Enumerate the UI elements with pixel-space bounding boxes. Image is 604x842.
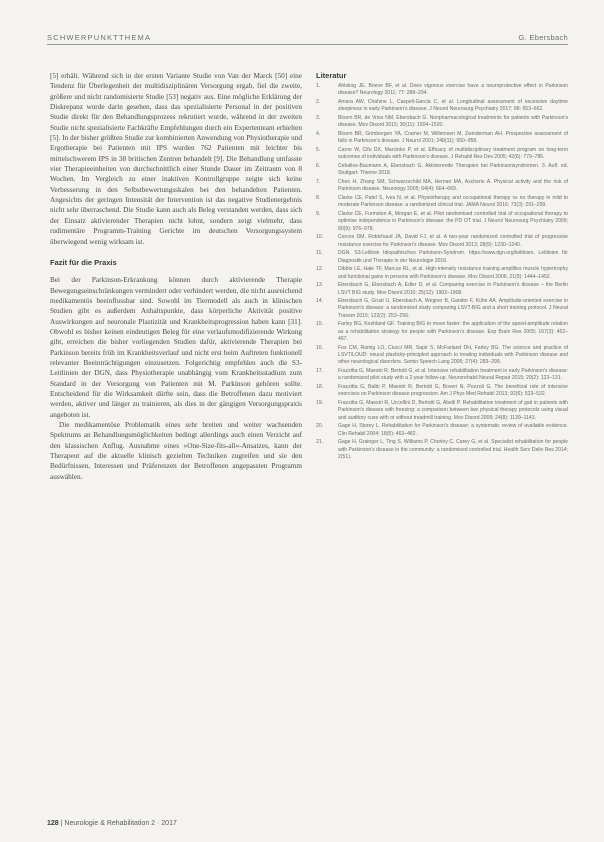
reference-number: 2. — [316, 98, 321, 105]
reference-item — [316, 83, 568, 98]
reference-text: Amara AW, Chahine L, Caspell-Garcia C, et al. Longitudinal assessment of excessive daytime sleepiness in early Parkinson's disease. J Neurol Neurosurg Psychiatry 2017; 88: 653–662. — [338, 98, 568, 113]
page-number: 128 — [47, 820, 59, 827]
reference-list — [316, 83, 568, 461]
reference-number: 21. — [316, 439, 324, 446]
reference-text: Clarke CE, Patel S, Ives N, et al. Physiotherapy and occupational therapy vs no therapy in mild to moderate Parkinson disease: a randomized clinical trial. JAMA Neurol 2016; 73(3): 291–299. — [338, 194, 568, 209]
reference-item — [316, 195, 568, 210]
reference-number: 5. — [316, 146, 321, 153]
reference-text: Fox CM, Ramig LO, Ciucci MR, Sapir S, McFarland DH, Farley BG. The science and practice of LSVT/LOUD: neural plasticity-principled approach to treating individuals with Parkinson disease and other neurological disorders. Semin Speech Lang 2006; 27(4): 283–299. — [338, 344, 568, 366]
reference-text: Carne W, Cifu DX, Marcinko P, et al. Efficacy of multidisciplinary treatment program on long-term outcomes of individuals with Parkinson's disease. J Rehabil Res Dev 2005; 42(6): 779–786. — [338, 146, 568, 161]
body-paragraph: [5] erhält. Während sich in der ersten Variante Studie von Van der Marck [50] eine Tendenz für Überlegenheit der multidisziplinären Versorgung ergab, fiel die zweite, größere und nicht randomisierte Studie [53] negativ aus. Eine mögliche Erklärung der Diskrepanz wurde darin gesehen, dass das spezialisierte Personal in der positiven Studie direkt für den Behandlungsprozess rekrutiert wurde, während in der zweiten Studie nicht spezialisierte Fachkräfte Empfehlungen durch ein Expertenteam erhielten [5]. In der bisher größten Studie zur kombinierten Anwendung von Physiotherapie und Ergotherapie bei Patienten mit IPS wurden 762 Patienten mit leichter bis mittelschwerem IPS in 38 britischen Zentren behandelt [9]. Die Behandlung umfasste vier Therapieeinheiten von durchschnittlich einer Stunde Dauer im Zeitraum von 8 Wochen. Im Vergleich zu einer inaktiven Kontrollgruppe zeigte sich keine Verbesserung in den Selbstbewertungsskalen bei den behandelten Patienten. Angesichts der geringen Intensität der Intervention ist das negative Studienergebnis nicht sehr überraschend. Die Studie kann auch als Beleg verstanden werden, dass sich der Einsatz aktivierender Therapien nicht lohnt, sondern zeigt vielmehr, dass rudimentäre Programm-Training Gerichte im deutschen Versorgungssystem überwiegend wenig wirksam ist. — [50, 72, 302, 246]
reference-text: Ceballos-Baumann A, Ebersbach G. Aktivierende Therapien bei Parkinsonsyndromen. 3. Aufl. ed. Stuttgart: Thieme 2018. — [338, 162, 568, 177]
reference-text: Gage H, Storey L. Rehabilitation for Parkinson's disease: a systematic review of available evidence. Clin Rehabil 2004; 18(5): 463–482. — [338, 423, 568, 437]
reference-text: Gage H, Grainger L, Ting S, Williams P, Chorley C, Carey G, et al. Specialist rehabilitation for people with Parkinson's disease in the community: a randomised controlled trial. Health Serv Deliv Res 2014; 2(51). — [338, 439, 568, 461]
page-footer — [47, 820, 177, 827]
reference-item — [316, 250, 568, 265]
reference-number: 6. — [316, 162, 321, 169]
reference-item — [316, 115, 568, 130]
reference-text: Clarke CE, Furmston A, Morgan E, et al. Pilot randomised controlled trial of occupational therapy to optimise independence in Parkinson's disease: the PD OT trial. J Neurol Neurosurg Psychiatry 2009; 80(9): 976–978. — [338, 210, 568, 232]
reference-text: DGN. S3-Leitlinie Idiopathisches Parkinson-Syndrom. https://www.dgn.org/leitlinien. Leitlinien für Diagnostik und Therapie in der Neurologie 2016. — [338, 250, 568, 264]
reference-text: Frazzitta G, Maestri R, Uccellini D, Bertotti G, Abelli P. Rehabilitation treatment of gait in patients with Parkinson's disease with freezing: a comparison between two physical therapy protocols using visual and auditory cues with or without treadmill training. Mov Disord 2009; 24(8): 1139–1143. — [338, 400, 568, 421]
reference-text: Bloem BR, Grimbergen YA, Cramer M, Willemsen M, Zwinderman AH. Prospective assessment of falls in Parkinson's disease. J Neurol 2001; 248(11): 950–958. — [338, 130, 568, 145]
reference-text: Dibble LE, Hale TF, Marcus RL, et al. High-intensity resistance training amplifies muscle hypertrophy and functional gains in persons with Parkinson's disease. Mov Disord 2006; 21(9): 1444–1452. — [338, 266, 568, 280]
reference-item — [316, 439, 568, 461]
reference-item — [316, 384, 568, 399]
reference-number: 8. — [316, 194, 321, 201]
reference-item — [316, 423, 568, 438]
journal-name: | Neurologie & Rehabilitation 2 · 2017 — [60, 820, 177, 827]
reference-item — [316, 147, 568, 162]
reference-number: 18. — [316, 384, 324, 391]
literature-column — [316, 71, 568, 463]
reference-text: Ebersbach G, Ebersbach A, Edler D, et al. Comparing exercise in Parkinson's disease – the Berlin LSVT BIG study. Mov Disord 2010; 25(12): 1902–1908. — [338, 282, 568, 296]
reference-number: 14. — [316, 298, 324, 305]
reference-number: 11. — [316, 250, 323, 257]
reference-item — [316, 368, 568, 383]
reference-number: 7. — [316, 178, 321, 185]
reference-item — [316, 131, 568, 146]
reference-text: Ebersbach G, Grust U, Ebersbach A, Wegner B, Gandor F, Kühn AA. Amplitude-oriented exercise in Parkinson's disease: a randomized study comparing LSVT-BIG and a short training protocol. J Neural Transm 2015; 122(2): 253–256. — [338, 298, 568, 319]
reference-number: 17. — [316, 368, 324, 375]
reference-item — [316, 282, 568, 297]
reference-number: 3. — [316, 114, 321, 121]
reference-item — [316, 266, 568, 281]
reference-item — [316, 321, 568, 343]
practice-heading: Fazit für die Praxis — [50, 257, 117, 267]
reference-item — [316, 99, 568, 114]
reference-number: 13. — [316, 282, 324, 289]
reference-item — [316, 211, 568, 233]
reference-number: 10. — [316, 234, 324, 241]
section-title: SCHWERPUNKTTHEMA — [47, 33, 152, 42]
body-paragraph: Bei der Parkinson-Erkrankung können durch aktivierende Therapie Bewegungseinschränkungen vermindert oder verhindert werden, die nicht ausreichend medikamentös beeinflussbar sind. Sowohl im Tiermodell als auch in klinischen Studien gibt es außerdem Anhaltspunkte, dass körperliche Aktivität positive Auswirkungen auf neuronale Plastizität und Krankheitsprogression haben kann [31]. Obwohl es bisher keinen eindeutigen Beleg für eine verlaufsmodifizierende Wirkung gibt, erreichen die bisher vorliegenden Studien dafür, aktivierende Therapien bei Parkinson bereits früh im Krankheitsverlauf und nicht erst beim Auftreten funktionell relevanter Beeinträchtigungen einzusetzen. Folgerichtig empfehlen auch die S3-Leitlinien der DGN, dass Physiotherapie unabhängig vom Krankheitsstadium zum Standard in der Versorgung von Patienten mit M. Parkinson gehören sollte. Entscheidend für die Wirksamkeit dürfte sein, dass die Betroffenen dazu motiviert werden, aktiver und länger zu trainieren, als dies in der gängigen Versorgungspraxis angeboten ist. — [50, 276, 302, 419]
reference-item — [316, 234, 568, 249]
reference-text: Bloem BR, de Vries NM, Ebersbach G. Nonpharmacological treatments for patients with Parkinson's disease. Mov Disord 2015; 30(11): 1504–1520. — [338, 114, 568, 129]
reference-number: 16. — [316, 344, 324, 351]
reference-number: 9. — [316, 210, 321, 217]
reference-number: 1. — [316, 83, 321, 89]
reference-item — [316, 298, 568, 320]
header-rule — [47, 44, 568, 45]
reference-text: Ahlskog JE, Boeve BF, et al. Does vigorous exercise have a neuroprotective effect in Parkinson disease? Neurology 2011; 77: 288–294. — [338, 83, 568, 97]
reference-item — [316, 163, 568, 178]
body-text-column — [50, 71, 302, 482]
reference-number: 4. — [316, 130, 321, 137]
author-name: G. Ebersbach — [518, 33, 568, 42]
reference-number: 12. — [316, 266, 324, 273]
reference-text: Frazzitta G, Maestri R, Bertotti G, et al. Intensive rehabilitation treatment in early Parkinson's disease: a randomized pilot study with a 2-year follow-up. Neurorehabil Neural Repair 2015; 29(2): 123–131. — [338, 368, 568, 382]
reference-item — [316, 400, 568, 422]
reference-text: Frazzitta G, Balbi P, Maestri R, Bertotti G, Boveri N, Pezzoli G. The beneficial role of intensive exercises on Parkinson disease progression. Am J Phys Med Rehabil 2013; 92(6): 523–532. — [338, 384, 568, 398]
reference-text: Farley BG, Koshland GF. Training BIG to move faster: the application of the speed-amplitude relation as a rehabilitation strategy for people with Parkinson's disease. Exp Brain Res 2005; 167(3): 462–467. — [338, 321, 568, 343]
reference-text: Corcos DM, Robichaud JA, David FJ, et al. A two-year randomized controlled trial of progressive resistance exercise for Parkinson's disease. Mov Disord 2013; 28(9): 1230–1240. — [338, 234, 568, 248]
reference-number: 19. — [316, 400, 324, 407]
reference-number: 15. — [316, 321, 324, 328]
body-paragraph: Die medikamentöse Problematik eines sehr breiten und weiter wachsenden Spektrums an Behandlungsmöglichkeiten bedingt allerdings auch einen Verzicht auf den klassischen Anflug. Ausnahme eines »One-Size-fits-all«-Ansatzes, kann der Therapeut auf die aktuelle klinisch gezielten Techniken zugreifen und sie den Bedürfnissen, Interessen und Präferenzen der Betroffenen angepassten Programm auswählen. — [50, 421, 302, 481]
reference-text: Chen H, Zhang SM, Schwarzschild MA, Hernan MA, Ascherio A. Physical activity and the risk of Parkinson disease. Neurology 2005; 64(4): 664–669. — [338, 178, 568, 193]
reference-item — [316, 345, 568, 367]
literature-heading: Literatur — [316, 71, 347, 80]
reference-item — [316, 179, 568, 194]
reference-number: 20. — [316, 423, 324, 430]
